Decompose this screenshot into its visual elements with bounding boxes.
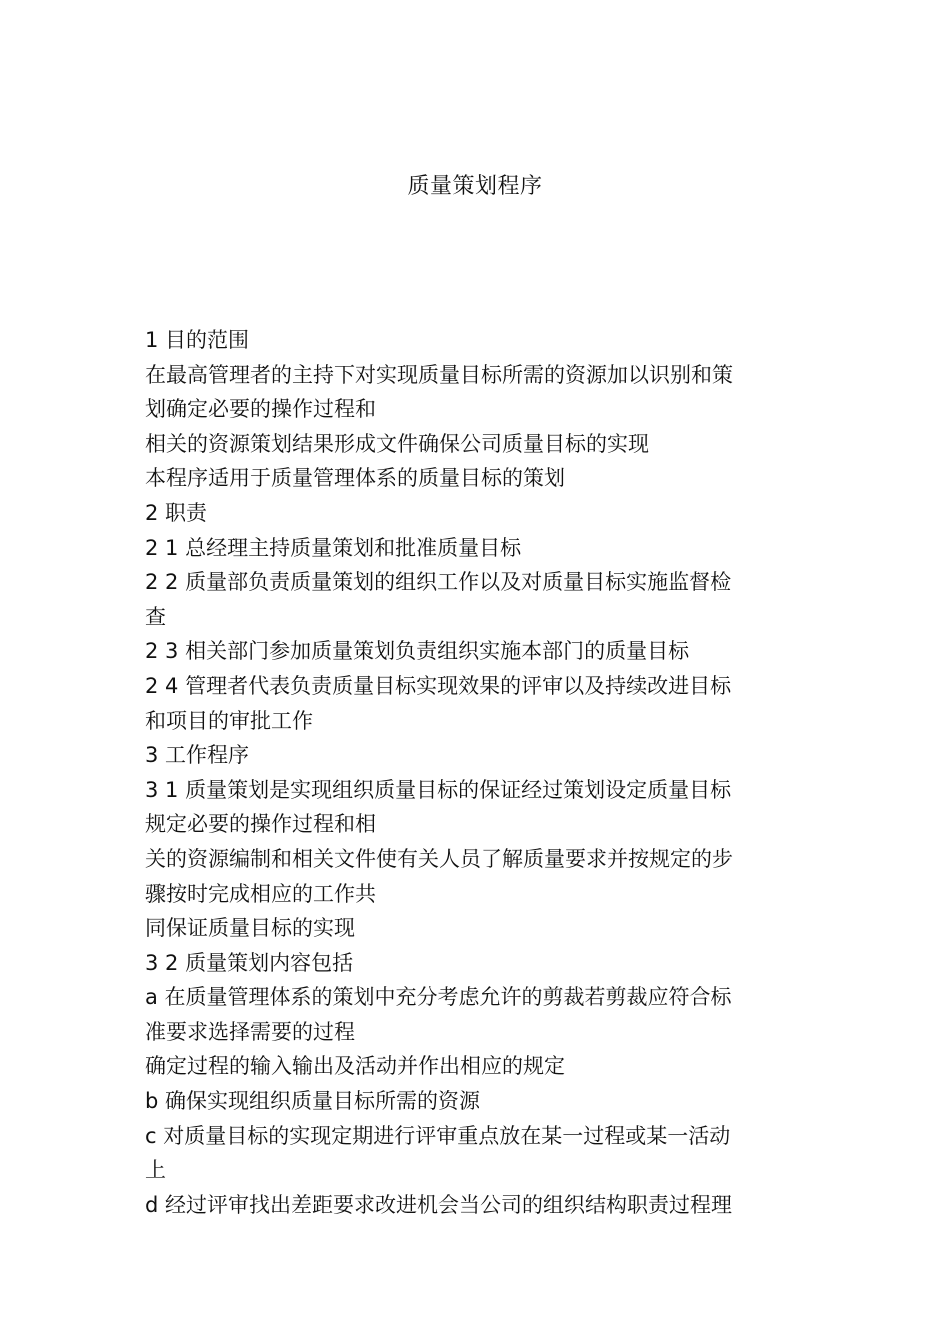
text-line: 确定过程的输入输出及活动并作出相应的规定 xyxy=(145,1054,565,1079)
text-line: 2 1 总经理主持质量策划和批准质量目标 xyxy=(145,535,522,560)
document-title: 质量策划程序 xyxy=(407,174,543,199)
text-line: 骤按时完成相应的工作共 xyxy=(145,881,376,906)
text-line: 相关的资源策划结果形成文件确保公司质量目标的实现 xyxy=(145,431,649,456)
text-line: 3 工作程序 xyxy=(145,743,250,768)
text-line: 关的资源编制和相关文件使有关人员了解质量要求并按规定的步 xyxy=(145,846,733,871)
text-line: 2 职责 xyxy=(145,500,208,525)
text-line: a 在质量管理体系的策划中充分考虑允许的剪裁若剪裁应符合标 xyxy=(145,985,732,1010)
text-line: 本程序适用于质量管理体系的质量目标的策划 xyxy=(145,466,565,491)
text-line: c 对质量目标的实现定期进行评审重点放在某一过程或某一活动 xyxy=(145,1123,731,1148)
text-line: 和项目的审批工作 xyxy=(145,708,313,733)
text-line: 3 2 质量策划内容包括 xyxy=(145,950,354,975)
text-line: 2 3 相关部门参加质量策划负责组织实施本部门的质量目标 xyxy=(145,639,690,664)
text-line: 同保证质量目标的实现 xyxy=(145,916,355,941)
text-line: 3 1 质量策划是实现组织质量目标的保证经过策划设定质量目标 xyxy=(145,777,732,802)
text-line: 1 目的范围 xyxy=(145,328,250,352)
text-line: 上 xyxy=(145,1158,166,1183)
text-line: 在最高管理者的主持下对实现质量目标所需的资源加以识别和策 xyxy=(145,362,733,387)
text-line: 查 xyxy=(145,604,166,629)
text-line: 划确定必要的操作过程和 xyxy=(145,397,376,422)
text-line: b 确保实现组织质量目标所需的资源 xyxy=(145,1089,481,1114)
text-line: 规定必要的操作过程和相 xyxy=(145,812,376,837)
document-body xyxy=(145,323,795,1222)
text-line: 2 2 质量部负责质量策划的组织工作以及对质量目标实施监督检 xyxy=(145,570,732,595)
text-line: d 经过评审找出差距要求改进机会当公司的组织结构职责过程理 xyxy=(145,1192,733,1217)
text-line: 准要求选择需要的过程 xyxy=(145,1019,355,1044)
text-line: 2 4 管理者代表负责质量目标实现效果的评审以及持续改进目标 xyxy=(145,673,732,698)
